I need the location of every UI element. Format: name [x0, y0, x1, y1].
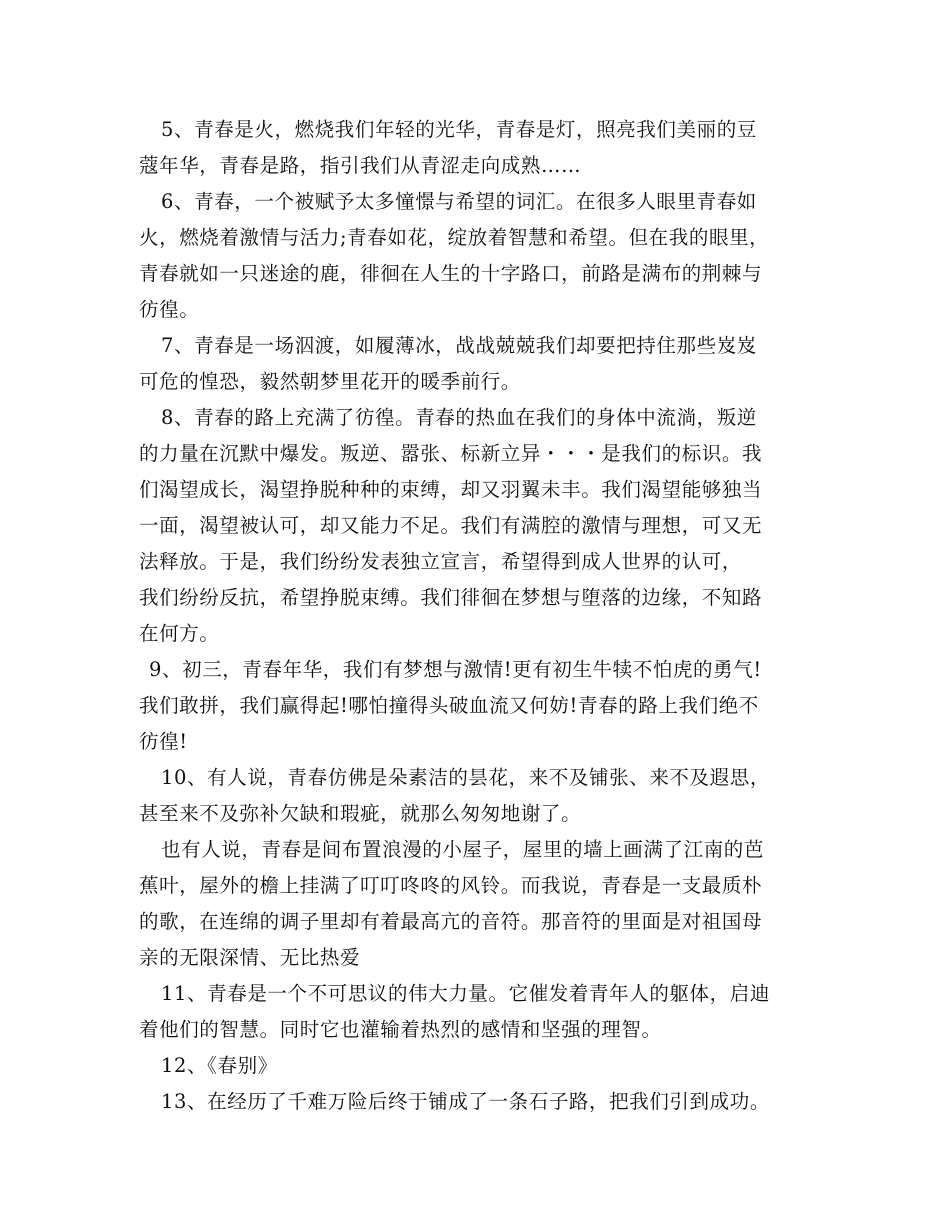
paragraph-5-line-1: 5、青春是火，燃烧我们年轻的光华，青春是灯，照亮我们美丽的豆 [161, 118, 757, 141]
paragraph-6-line-1: 6、青春，一个被赋予太多憧憬与希望的词汇。在很多人眼里青春如 [161, 190, 757, 213]
paragraph-6-line-2: 火，燃烧着激情与活力;青春如花，绽放着智慧和希望。但在我的眼里， [139, 226, 770, 249]
paragraph-12-line-1: 12、《春别》 [161, 1054, 278, 1077]
paragraph-8-line-3: 们渴望成长，渴望挣脱种种的束缚，却又羽翼未丰。我们渴望能够独当 [139, 478, 763, 501]
paragraph-7-line-1: 7、青春是一场泅渡，如履薄冰，战战兢兢我们却要把持住那些岌岌 [161, 334, 757, 357]
paragraph-10b-line-2: 蕉叶，屋外的檐上挂满了叮叮咚咚的风铃。而我说，青春是一支最质朴 [139, 874, 763, 897]
paragraph-5-line-2: 蔻年华，青春是路，指引我们从青涩走向成熟…… [139, 154, 582, 177]
paragraph-11-line-1: 11、青春是一个不可思议的伟大力量。它催发着青年人的躯体，启迪 [161, 982, 770, 1005]
paragraph-10-line-1: 10、有人说，青春仿佛是朵素洁的昙花，来不及铺张、来不及遐思， [161, 766, 770, 789]
paragraph-13-line-1: 13、在经历了千难万险后终于铺成了一条石子路，把我们引到成功。 [161, 1090, 770, 1113]
paragraph-6-line-4: 彷徨。 [139, 298, 200, 321]
paragraph-10b-line-3: 的歌，在连绵的调子里却有着最高亢的音符。那音符的里面是对祖国母 [139, 910, 763, 933]
paragraph-9-line-1: 9、初三，青春年华，我们有梦想与激情!更有初生牛犊不怕虎的勇气! [149, 658, 762, 681]
paragraph-8-line-2: 的力量在沉默中爆发。叛逆、嚣张、标新立异・・・是我们的标识。我 [139, 442, 763, 465]
paragraph-10b-line-4: 亲的无限深情、无比热爱 [139, 946, 361, 969]
paragraph-8-line-6: 我们纷纷反抗，希望挣脱束缚。我们徘徊在梦想与堕落的边缘，不知路 [139, 586, 763, 609]
paragraph-10b-line-1: 也有人说，青春是间布置浪漫的小屋子，屋里的墙上画满了江南的芭 [161, 838, 765, 861]
paragraph-10-line-2: 甚至来不及弥补欠缺和瑕疵，就那么匆匆地谢了。 [139, 802, 582, 825]
paragraph-6-line-3: 青春就如一只迷途的鹿，徘徊在人生的十字路口，前路是满布的荆棘与 [139, 262, 763, 285]
paragraph-8-line-7: 在何方。 [139, 622, 220, 645]
paragraph-9-line-3: 彷徨! [139, 730, 188, 753]
paragraph-8-line-4: 一面，渴望被认可，却又能力不足。我们有满腔的激情与理想，可又无 [139, 514, 763, 537]
paragraph-9-line-2: 我们敢拼，我们赢得起!哪怕撞得头破血流又何妨!青春的路上我们绝不 [139, 694, 759, 717]
paragraph-8-line-1: 8、青春的路上充满了彷徨。青春的热血在我们的身体中流淌，叛逆 [161, 406, 757, 429]
paragraph-7-line-2: 可危的惶恐，毅然朝梦里花开的暖季前行。 [139, 370, 521, 393]
paragraph-8-line-5: 法释放。于是，我们纷纷发表独立宣言，希望得到成人世界的认可， [139, 550, 743, 573]
paragraph-11-line-2: 着他们的智慧。同时它也灌输着热烈的感情和坚强的理智。 [139, 1018, 662, 1041]
